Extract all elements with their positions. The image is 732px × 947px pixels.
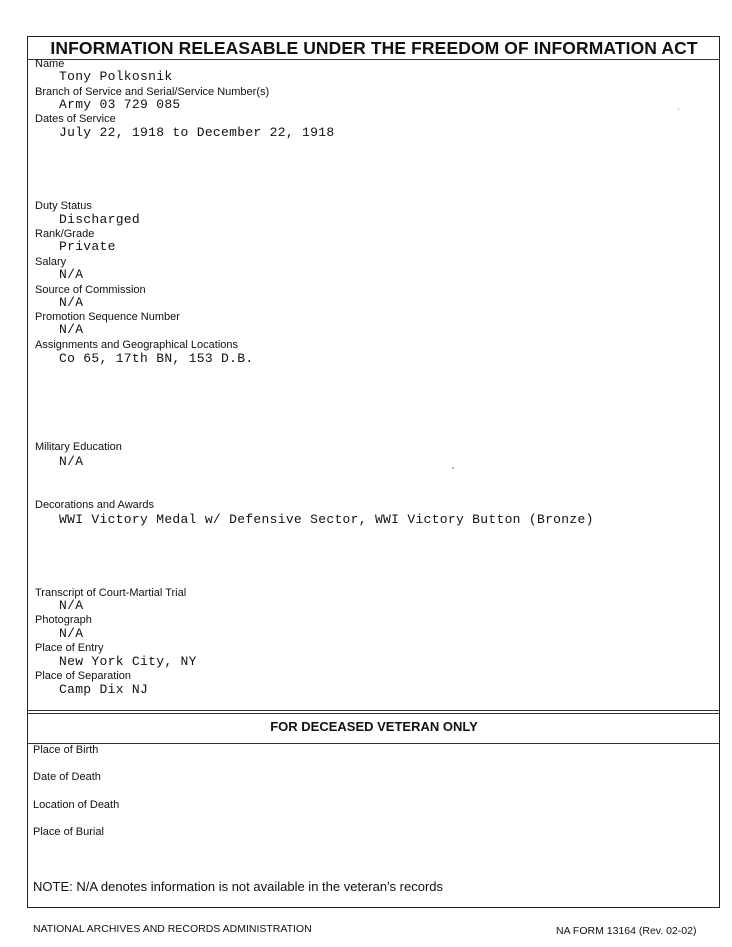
- duty-status-label: Duty Status: [35, 200, 92, 212]
- title-divider: [28, 59, 720, 60]
- promotion-value: N/A: [59, 322, 84, 337]
- branch-label: Branch of Service and Serial/Service Number(s): [35, 86, 270, 98]
- rank-label: Rank/Grade: [35, 228, 95, 240]
- assignments-label: Assignments and Geographical Locations: [35, 339, 239, 351]
- deceased-section-top-rule-2: [28, 713, 720, 714]
- assignments-value: Co 65, 17th BN, 153 D.B.: [59, 351, 254, 366]
- place-of-separation-label: Place of Separation: [35, 670, 132, 682]
- decorations-value: WWI Victory Medal w/ Defensive Sector, WWI Victory Button (Bronze): [59, 512, 594, 527]
- photograph-value: N/A: [59, 626, 84, 641]
- form-frame: [27, 36, 720, 908]
- dates-value: July 22, 1918 to December 22, 1918: [59, 125, 335, 140]
- place-of-birth-label: Place of Birth: [33, 744, 99, 756]
- place-of-entry-label: Place of Entry: [35, 642, 104, 654]
- date-of-death-label: Date of Death: [33, 771, 101, 783]
- photograph-label: Photograph: [35, 614, 92, 626]
- form-title: INFORMATION RELEASABLE UNDER THE FREEDOM OF INFORMATION ACT: [50, 38, 698, 58]
- court-martial-label: Transcript of Court-Martial Trial: [35, 587, 187, 599]
- name-value: Tony Polkosnik: [59, 69, 173, 84]
- place-of-burial-label: Place of Burial: [33, 826, 104, 838]
- branch-value: Army 03 729 085: [59, 97, 181, 112]
- footer-agency: NATIONAL ARCHIVES AND RECORDS ADMINISTRATION: [33, 923, 312, 935]
- dates-label: Dates of Service: [35, 113, 116, 125]
- place-of-entry-value: New York City, NY: [59, 654, 197, 669]
- education-value: N/A: [59, 454, 84, 469]
- education-label: Military Education: [35, 441, 122, 453]
- decorations-label: Decorations and Awards: [35, 499, 155, 511]
- location-of-death-label: Location of Death: [33, 799, 120, 811]
- scan-speck: [452, 467, 454, 469]
- commission-value: N/A: [59, 295, 84, 310]
- court-martial-value: N/A: [59, 598, 84, 613]
- name-label: Name: [35, 58, 65, 70]
- place-of-separation-value: Camp Dix NJ: [59, 682, 149, 697]
- duty-status-value: Discharged: [59, 212, 141, 227]
- salary-value: N/A: [59, 267, 84, 282]
- na-note: NOTE: N/A denotes information is not available in the veteran's records: [33, 879, 444, 894]
- scan-speck: [678, 108, 679, 110]
- deceased-section-top-rule: [28, 710, 720, 711]
- footer-form-number: NA FORM 13164 (Rev. 02-02): [556, 925, 697, 937]
- deceased-section-title-rule: [28, 743, 720, 744]
- commission-label: Source of Commission: [35, 284, 146, 296]
- salary-label: Salary: [35, 256, 67, 268]
- rank-value: Private: [59, 239, 116, 254]
- deceased-section-title: FOR DECEASED VETERAN ONLY: [270, 719, 478, 734]
- promotion-label: Promotion Sequence Number: [35, 311, 180, 323]
